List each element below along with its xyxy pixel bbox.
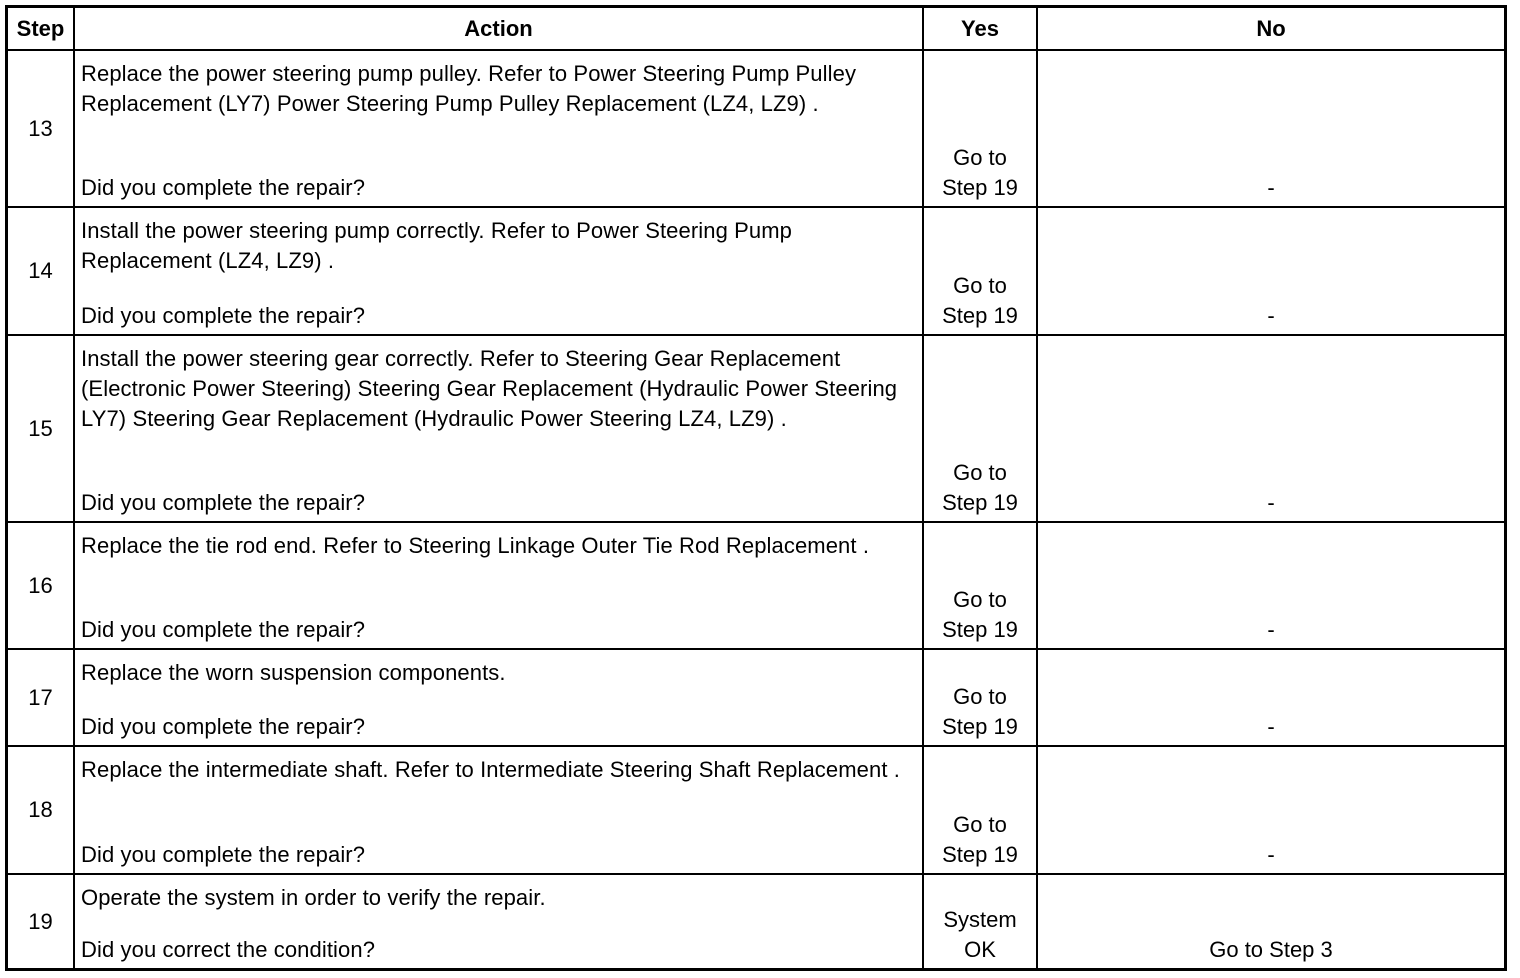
diagnostic-table	[5, 5, 1507, 971]
action-question: Did you correct the condition?	[81, 937, 376, 962]
no-cell	[1038, 51, 1504, 208]
yes-line-1: Go to	[953, 145, 1007, 170]
action-text: Install the power steering gear correctly. Refer to Steering Gear Replacement (Electronic Power Steering) Steering Gear Replacement (Hydraulic Power Steering LY7) Steering Gear Replacement (Hydraulic Power Steering LZ4, LZ9) .	[81, 346, 898, 431]
action-cell	[75, 523, 924, 650]
action-cell	[75, 747, 924, 875]
yes-line-1: Go to	[953, 460, 1007, 485]
yes-line-1: Go to	[953, 587, 1007, 612]
yes-line-2: OK	[964, 937, 996, 962]
yes-cell	[924, 650, 1038, 747]
action-cell	[75, 51, 924, 208]
yes-cell	[924, 523, 1038, 650]
yes-cell	[924, 747, 1038, 875]
no-text: -	[1267, 617, 1275, 642]
yes-line-2: Step 19	[942, 490, 1018, 515]
no-cell	[1038, 208, 1504, 336]
no-cell	[1038, 650, 1504, 747]
yes-line-2: Step 19	[942, 303, 1018, 328]
header-action: Action	[75, 8, 924, 51]
step-number: 17	[8, 650, 75, 747]
header-yes: Yes	[924, 8, 1038, 51]
no-text: -	[1267, 842, 1275, 867]
no-cell	[1038, 747, 1504, 875]
yes-line-2: Step 19	[942, 617, 1018, 642]
action-cell	[75, 336, 924, 523]
yes-cell	[924, 208, 1038, 336]
action-question: Did you complete the repair?	[81, 490, 366, 515]
no-text: -	[1267, 303, 1275, 328]
yes-line-1: Go to	[953, 684, 1007, 709]
action-question: Did you complete the repair?	[81, 842, 366, 867]
action-text: Replace the tie rod end. Refer to Steering Linkage Outer Tie Rod Replacement .	[81, 533, 870, 558]
no-cell	[1038, 523, 1504, 650]
action-question: Did you complete the repair?	[81, 617, 366, 642]
action-question: Did you complete the repair?	[81, 714, 366, 739]
step-number: 14	[8, 208, 75, 336]
action-text: Replace the intermediate shaft. Refer to Intermediate Steering Shaft Replacement .	[81, 757, 900, 782]
step-number: 19	[8, 875, 75, 968]
yes-cell	[924, 51, 1038, 208]
no-cell	[1038, 875, 1504, 968]
action-text: Operate the system in order to verify the repair.	[81, 885, 546, 910]
yes-line-2: Step 19	[942, 714, 1018, 739]
action-cell	[75, 208, 924, 336]
yes-line-1: Go to	[953, 273, 1007, 298]
no-text: -	[1267, 490, 1275, 515]
no-text: Go to Step 3	[1209, 937, 1333, 962]
action-text: Replace the worn suspension components.	[81, 660, 506, 685]
header-no: No	[1038, 8, 1504, 51]
action-text: Replace the power steering pump pulley. Refer to Power Steering Pump Pulley Replacement (LY7) Power Steering Pump Pulley Replacement (LZ4, LZ9) .	[81, 61, 857, 116]
step-number: 13	[8, 51, 75, 208]
yes-line-2: Step 19	[942, 175, 1018, 200]
yes-cell	[924, 336, 1038, 523]
step-number: 16	[8, 523, 75, 650]
yes-cell	[924, 875, 1038, 968]
header-step: Step	[8, 8, 75, 51]
step-number: 18	[8, 747, 75, 875]
action-text: Install the power steering pump correctly. Refer to Power Steering Pump Replacement (LZ4, LZ9) .	[81, 218, 793, 273]
no-cell	[1038, 336, 1504, 523]
yes-line-2: Step 19	[942, 842, 1018, 867]
yes-line-1: Go to	[953, 812, 1007, 837]
action-question: Did you complete the repair?	[81, 303, 366, 328]
yes-line-1: System	[943, 907, 1017, 932]
action-cell	[75, 650, 924, 747]
action-cell	[75, 875, 924, 968]
step-number: 15	[8, 336, 75, 523]
no-text: -	[1267, 714, 1275, 739]
action-question: Did you complete the repair?	[81, 175, 366, 200]
no-text: -	[1267, 175, 1275, 200]
